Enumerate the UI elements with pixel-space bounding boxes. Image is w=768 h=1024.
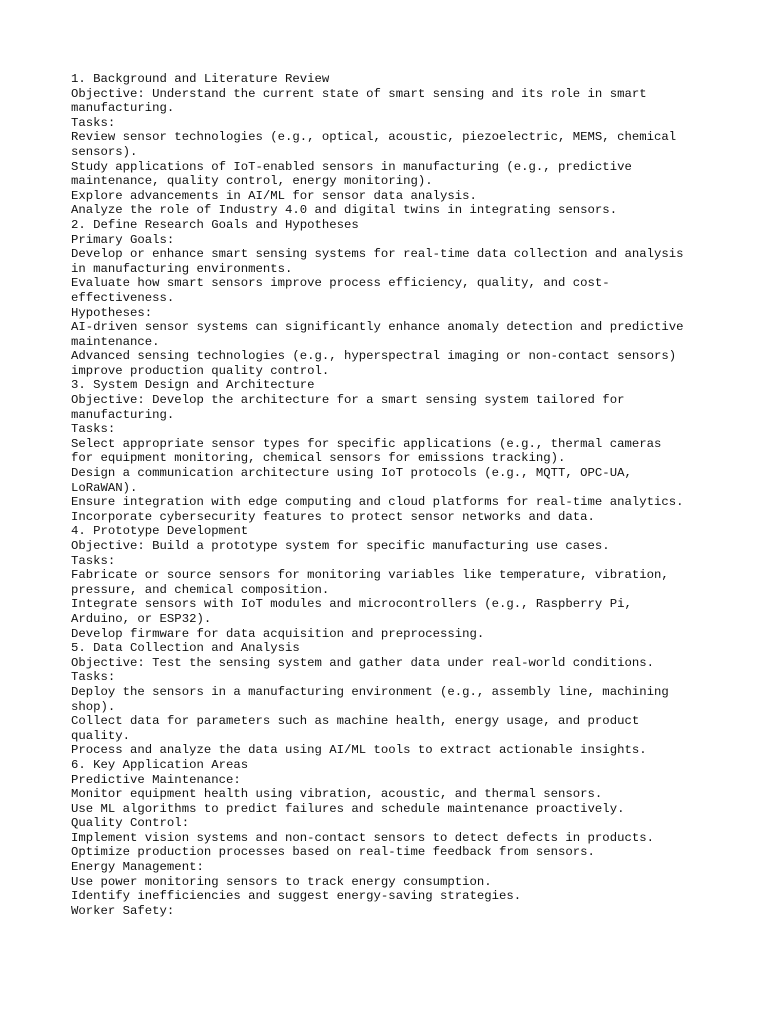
text-line: Quality Control: — [71, 816, 190, 831]
text-line: 2. Define Research Goals and Hypotheses — [71, 217, 359, 232]
text-line: Study applications of IoT-enabled sensors in manufacturing (e.g., predictive — [71, 159, 632, 174]
text-line: Develop firmware for data acquisition and preprocessing. — [71, 626, 485, 641]
text-line: Select appropriate sensor types for specific applications (e.g., thermal cameras — [71, 436, 662, 451]
text-line: Integrate sensors with IoT modules and microcontrollers (e.g., Raspberry Pi, — [71, 597, 632, 612]
text-line: pressure, and chemical composition. — [71, 582, 330, 597]
text-line: manufacturing. — [71, 407, 175, 422]
text-line: maintenance, quality control, energy monitoring). — [71, 174, 433, 189]
text-line: manufacturing. — [71, 101, 175, 116]
text-line: Fabricate or source sensors for monitoring variables like temperature, vibration, — [71, 568, 669, 583]
text-line: Analyze the role of Industry 4.0 and digital twins in integrating sensors. — [71, 203, 618, 218]
text-line: Tasks: — [71, 115, 116, 130]
text-line: Objective: Understand the current state of smart sensing and its role in smart — [71, 86, 647, 101]
text-line: Primary Goals: — [71, 232, 175, 247]
text-line: 6. Key Application Areas — [71, 757, 249, 772]
text-line: Explore advancements in AI/ML for sensor data analysis. — [71, 188, 477, 203]
text-line: Tasks: — [71, 422, 116, 437]
text-line: Objective: Test the sensing system and gather data under real-world conditions. — [71, 655, 654, 670]
text-line: 1. Background and Literature Review — [71, 72, 330, 86]
text-line: Hypotheses: — [71, 305, 153, 320]
text-line: Advanced sensing technologies (e.g., hyperspectral imaging or non-contact sensors) — [71, 349, 677, 364]
text-line: shop). — [71, 699, 116, 714]
text-line: Deploy the sensors in a manufacturing environment (e.g., assembly line, machining — [71, 684, 669, 699]
text-line: 3. System Design and Architecture — [71, 378, 315, 393]
text-line: Implement vision systems and non-contact sensors to detect defects in products. — [71, 830, 654, 845]
text-line: Tasks: — [71, 670, 116, 685]
text-line: 4. Prototype Development — [71, 524, 249, 539]
text-line: Develop or enhance smart sensing systems for real-time data collection and analysis — [71, 247, 684, 262]
text-line: Incorporate cybersecurity features to protect sensor networks and data. — [71, 509, 595, 524]
text-line: Optimize production processes based on real-time feedback from sensors. — [71, 845, 595, 860]
text-line: Design a communication architecture using IoT protocols (e.g., MQTT, OPC-UA, — [71, 466, 632, 481]
text-line: Objective: Build a prototype system for specific manufacturing use cases. — [71, 539, 610, 553]
text-line: effectiveness. — [71, 290, 175, 305]
text-line: Review sensor technologies (e.g., optical, acoustic, piezoelectric, MEMS, chemical — [71, 130, 677, 145]
document-body — [71, 72, 731, 918]
text-line: quality. — [71, 728, 131, 743]
text-line: Monitor equipment health using vibration, acoustic, and thermal sensors. — [71, 787, 603, 802]
text-line: Ensure integration with edge computing and cloud platforms for real-time analytics. — [71, 495, 684, 510]
text-line: Identify inefficiencies and suggest energy-saving strategies. — [71, 889, 522, 904]
text-line: sensors). — [71, 144, 138, 159]
text-line: improve production quality control. — [71, 363, 330, 378]
text-line: Use power monitoring sensors to track energy consumption. — [71, 874, 492, 889]
text-line: Evaluate how smart sensors improve process efficiency, quality, and cost- — [71, 276, 610, 291]
text-line: Tasks: — [71, 553, 116, 568]
text-line: Objective: Develop the architecture for a smart sensing system tailored for — [71, 393, 625, 408]
text-line: Predictive Maintenance: — [71, 772, 241, 787]
text-line: AI-driven sensor systems can significantly enhance anomaly detection and predictive — [71, 320, 684, 335]
text-line: Collect data for parameters such as machine health, energy usage, and product — [71, 714, 640, 729]
text-line: Process and analyze the data using AI/ML tools to extract actionable insights. — [71, 743, 647, 758]
text-line: LoRaWAN). — [71, 480, 138, 495]
text-line: for equipment monitoring, chemical sensors for emissions tracking). — [71, 451, 566, 466]
text-line: Arduino, or ESP32). — [71, 611, 212, 626]
text-line: Energy Management: — [71, 860, 204, 875]
text-line: in manufacturing environments. — [71, 261, 293, 276]
text-line: Worker Safety: — [71, 903, 175, 918]
text-line: maintenance. — [71, 334, 160, 349]
text-line: Use ML algorithms to predict failures and schedule maintenance proactively. — [71, 801, 625, 816]
text-line: 5. Data Collection and Analysis — [71, 641, 300, 656]
